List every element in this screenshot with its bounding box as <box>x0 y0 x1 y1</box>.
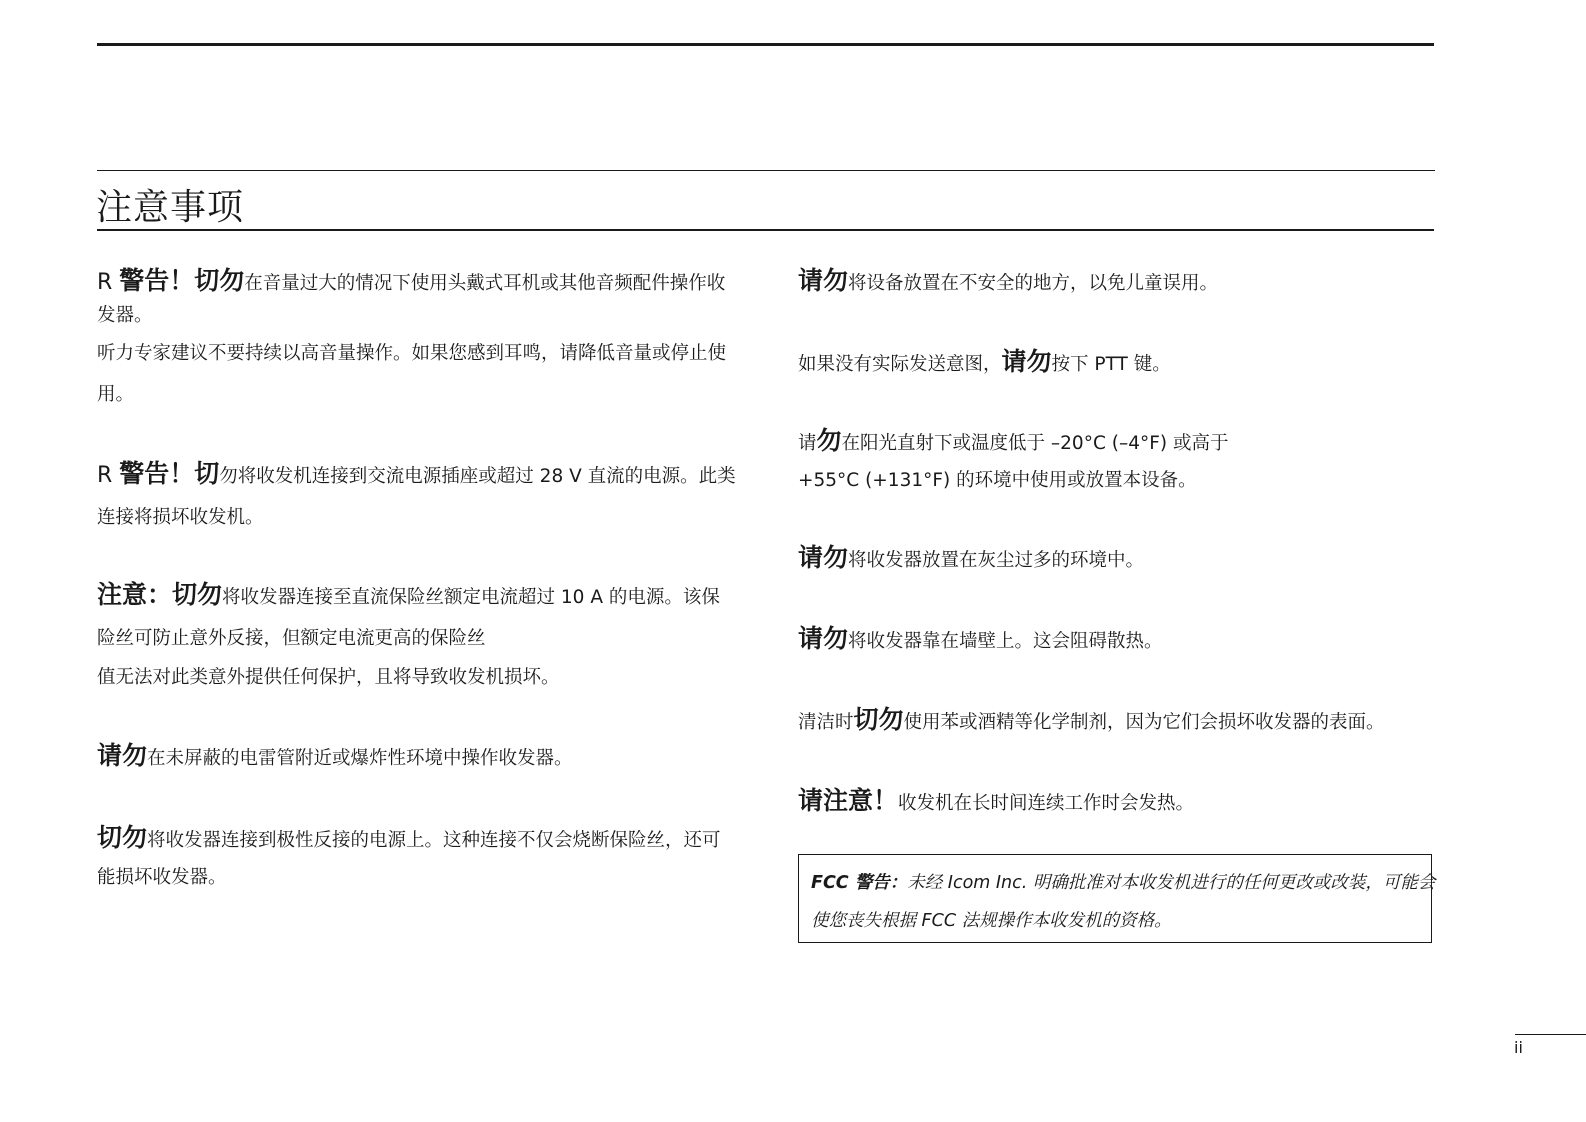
warning-headphones-line-2: 发器。 <box>97 305 153 326</box>
top-rule <box>97 43 1434 46</box>
title-rule-bottom <box>97 229 1434 231</box>
reverse-polarity-line-1: 切勿将收发器连接到极性反接的电源上。这种连接不仅会烧断保险丝，还可 <box>97 823 721 852</box>
page-number-rule <box>1515 1034 1586 1035</box>
cleaning-note: 清洁时切勿使用苯或酒精等化学制剂，因为它们会损坏收发器的表面。 <box>798 705 1385 734</box>
title-rule-top <box>97 170 1435 171</box>
warning-ac-power-line-2: 连接将损坏收发机。 <box>97 507 264 528</box>
fcc-warning-line-1: FCC 警告：未经 Icom Inc. 明确批准对本收发机进行的任何更改或改装，可能会 <box>811 873 1436 893</box>
caution-fuse-line-1: 注意：切勿将收发器连接至直流保险丝额定电流超过 10 A 的电源。该保 <box>97 580 720 609</box>
heat-warning-note: 请注意！收发机在长时间连续工作时会发热。 <box>798 786 1195 815</box>
temperature-note-line-2: +55°C (+131°F) 的环境中使用或放置本设备。 <box>798 470 1197 491</box>
reverse-polarity-line-2: 能损坏收发器。 <box>97 867 227 888</box>
child-safety-note: 请勿将设备放置在不安全的地方，以免儿童误用。 <box>798 266 1219 295</box>
page-title: 注意事项 <box>96 187 245 228</box>
warning-headphones-line-4: 用。 <box>97 384 135 405</box>
heat-dissipation-note: 请勿将收发器靠在墙壁上。这会阻碍散热。 <box>798 624 1163 653</box>
warning-label: 警告！切 <box>119 459 220 488</box>
warning-ac-power-line-1: R 警告！切勿将收发机连接到交流电源插座或超过 28 V 直流的电源。此类 <box>97 459 736 488</box>
detonator-warning: 请勿在未屏蔽的电雷管附近或爆炸性环境中操作收发器。 <box>97 741 573 770</box>
temperature-note-line-1: 请勿在阳光直射下或温度低于 –20°C (–4°F) 或高于 <box>798 426 1229 455</box>
fcc-warning-line-2: 使您丧失根据 FCC 法规操作本收发机的资格。 <box>811 911 1172 931</box>
ptt-note: 如果没有实际发送意图，请勿按下 PTT 键。 <box>798 347 1171 376</box>
caution-label: 注意：切勿 <box>97 580 223 609</box>
warning-headphones-line-1: R 警告！切勿在音量过大的情况下使用头戴式耳机或其他音频配件操作收 <box>97 266 726 295</box>
caution-fuse-line-2: 险丝可防止意外反接，但额定电流更高的保险丝 <box>97 628 486 649</box>
warning-headphones-line-3: 听力专家建议不要持续以高音量操作。如果您感到耳鸣，请降低音量或停止使 <box>97 343 727 364</box>
dust-note: 请勿将收发器放置在灰尘过多的环境中。 <box>798 543 1145 572</box>
fcc-warning-label: FCC 警告： <box>811 873 908 893</box>
fcc-warning-box <box>798 854 1436 943</box>
page-number: ii <box>1514 1038 1523 1057</box>
caution-fuse-line-3: 值无法对此类意外提供任何保护，且将导致收发机损坏。 <box>97 667 560 688</box>
warning-label: 警告！切勿 <box>119 266 245 295</box>
